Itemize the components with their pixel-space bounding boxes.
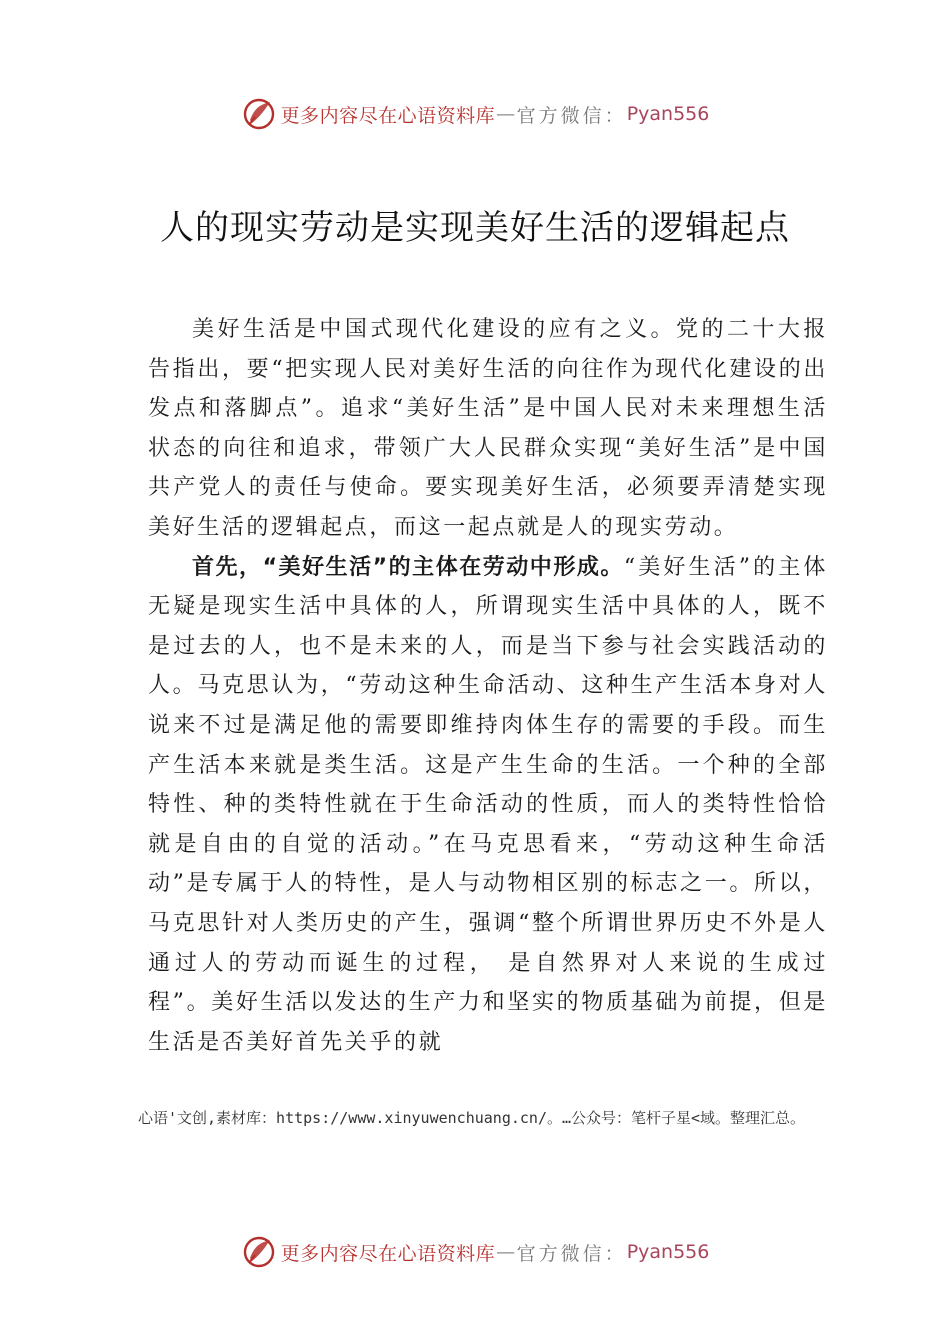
paragraph-intro: [148, 310, 828, 548]
header-watermark: [0, 94, 950, 134]
paragraph-first-point-text: “美好生活”的主体无疑是现实生活中具体的人，所谓现实生活中具体的人，既不是过去的人，也不是未来的人，而是当下参与社会实践活动的人。马克思认为，“劳动这种生命活动、这种生产生活本身对人说来不过是满足他的需要即维持肉体生存的需要的手段。而生产生活本来就是类生活。这是产生生命的生活。一个种的全部特性、种的类特性就在于生命活动的性质，而人的类特性恰恰就是自由的自觉的活动。”在马克思看来，“劳动这种生命活动”是专属于人的特性，是人与动物相区别的标志之一。所以，马克思针对人类历史的产生，强调“整个所谓世界历史不外是人通过人的劳动而诞生的过程， 是自然界对人来说的生成过程”。美好生活以发达的生产力和坚实的物质基础为前提，但是生活是否美好首先关乎的就: [148, 554, 829, 1055]
source-note: 心语'文创,素材库：https://www.xinyuwenchuang.cn/。…公众号：笔杆子星<域。整理汇总。: [138, 1109, 806, 1127]
paragraph-first-point: [148, 548, 828, 1063]
pen-nib-logo-icon: [241, 1234, 277, 1270]
watermark-separator: —: [496, 1241, 516, 1263]
watermark-wechat-id: Pyan556: [626, 1241, 710, 1263]
watermark-official-label: 官方微信：: [516, 1242, 627, 1265]
document-title: 人的现实劳动是实现美好生活的逻辑起点: [160, 208, 790, 248]
watermark-official-label: 官方微信：: [516, 104, 627, 127]
watermark-separator: —: [496, 103, 516, 125]
article-body: [148, 310, 828, 1062]
watermark-site-text: 更多内容尽在心语资料库: [280, 1242, 496, 1265]
watermark-wechat-id: Pyan556: [626, 103, 710, 125]
paragraph-intro-text: 美好生活是中国式现代化建设的应有之义。党的二十大报告指出，要“把实现人民对美好生活的向往作为现代化建设的出发点和落脚点”。追求“美好生活”是中国人民对未来理想生活状态的向往和追求，带领广大人民群众实现“美好生活”是中国共产党人的责任与使命。要实现美好生活，必须要弄清楚实现美好生活的逻辑起点，而这一起点就是人的现实劳动。: [148, 317, 828, 540]
paragraph-lead-sentence: 首先，“美好生活”的主体在劳动中形成。: [192, 554, 624, 580]
pen-nib-logo-icon: [241, 96, 277, 132]
footer-watermark: [0, 1232, 950, 1272]
watermark-site-text: 更多内容尽在心语资料库: [280, 104, 496, 127]
